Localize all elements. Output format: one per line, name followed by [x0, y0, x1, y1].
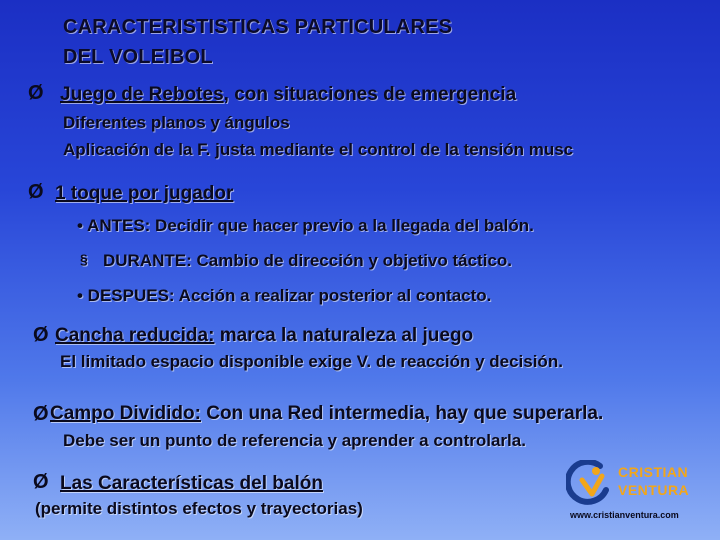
- logo-mark-icon: [566, 460, 612, 506]
- logo-url: www.cristianventura.com: [570, 510, 679, 520]
- cancha-line-1: El limitado espacio disponible exige V. de reacción y decisión.: [60, 352, 563, 371]
- rebotes-line-1: Diferentes planos y ángulos: [63, 113, 290, 132]
- arrow-bullet-icon: Ø: [33, 471, 49, 493]
- logo-name-2: VENTURA: [618, 482, 690, 498]
- toque-heading: [55, 183, 233, 205]
- campo-title: Campo Dividido:: [50, 403, 201, 424]
- campo-rest: Con una Red intermedia, hay que superarla.: [200, 403, 604, 424]
- rebotes-line-2: Aplicación de la F. justa mediante el control de la tensión musc: [63, 140, 574, 159]
- cancha-heading: [55, 325, 473, 347]
- campo-heading: [50, 403, 603, 425]
- balon-heading: [60, 473, 323, 495]
- cancha-title: Cancha reducida:: [55, 325, 215, 346]
- square-bullet-icon: §: [80, 251, 88, 267]
- toque-despues: • DESPUES: Acción a realizar posterior al contacto.: [77, 286, 492, 305]
- arrow-bullet-icon: Ø: [33, 324, 49, 346]
- title-line-2: DEL VOLEIBOL: [63, 46, 213, 68]
- rebotes-heading: [60, 84, 516, 106]
- rebotes-rest: , con situaciones de emergencia: [223, 84, 517, 105]
- campo-line-1: Debe ser un punto de referencia y aprender a controlarla.: [63, 431, 526, 450]
- toque-antes: • ANTES: Decidir que hacer previo a la llegada del balón.: [77, 216, 534, 235]
- arrow-bullet-icon: Ø: [33, 403, 49, 425]
- toque-title: 1 toque por jugador: [55, 183, 234, 204]
- logo-name-1: CRISTIAN: [618, 464, 689, 480]
- arrow-bullet-icon: Ø: [28, 181, 44, 203]
- cristian-ventura-logo: [560, 458, 710, 524]
- balon-line-1: (permite distintos efectos y trayectorias): [35, 499, 363, 518]
- cancha-rest: marca la naturaleza al juego: [214, 325, 474, 346]
- arrow-bullet-icon: Ø: [28, 82, 44, 104]
- rebotes-title: Juego de Rebotes: [60, 84, 224, 105]
- toque-durante: DURANTE: Cambio de dirección y objetivo táctico.: [103, 251, 513, 270]
- title-line-1: CARACTERISTISTICAS PARTICULARES: [63, 16, 453, 38]
- balon-title: Las Características del balón: [60, 473, 323, 494]
